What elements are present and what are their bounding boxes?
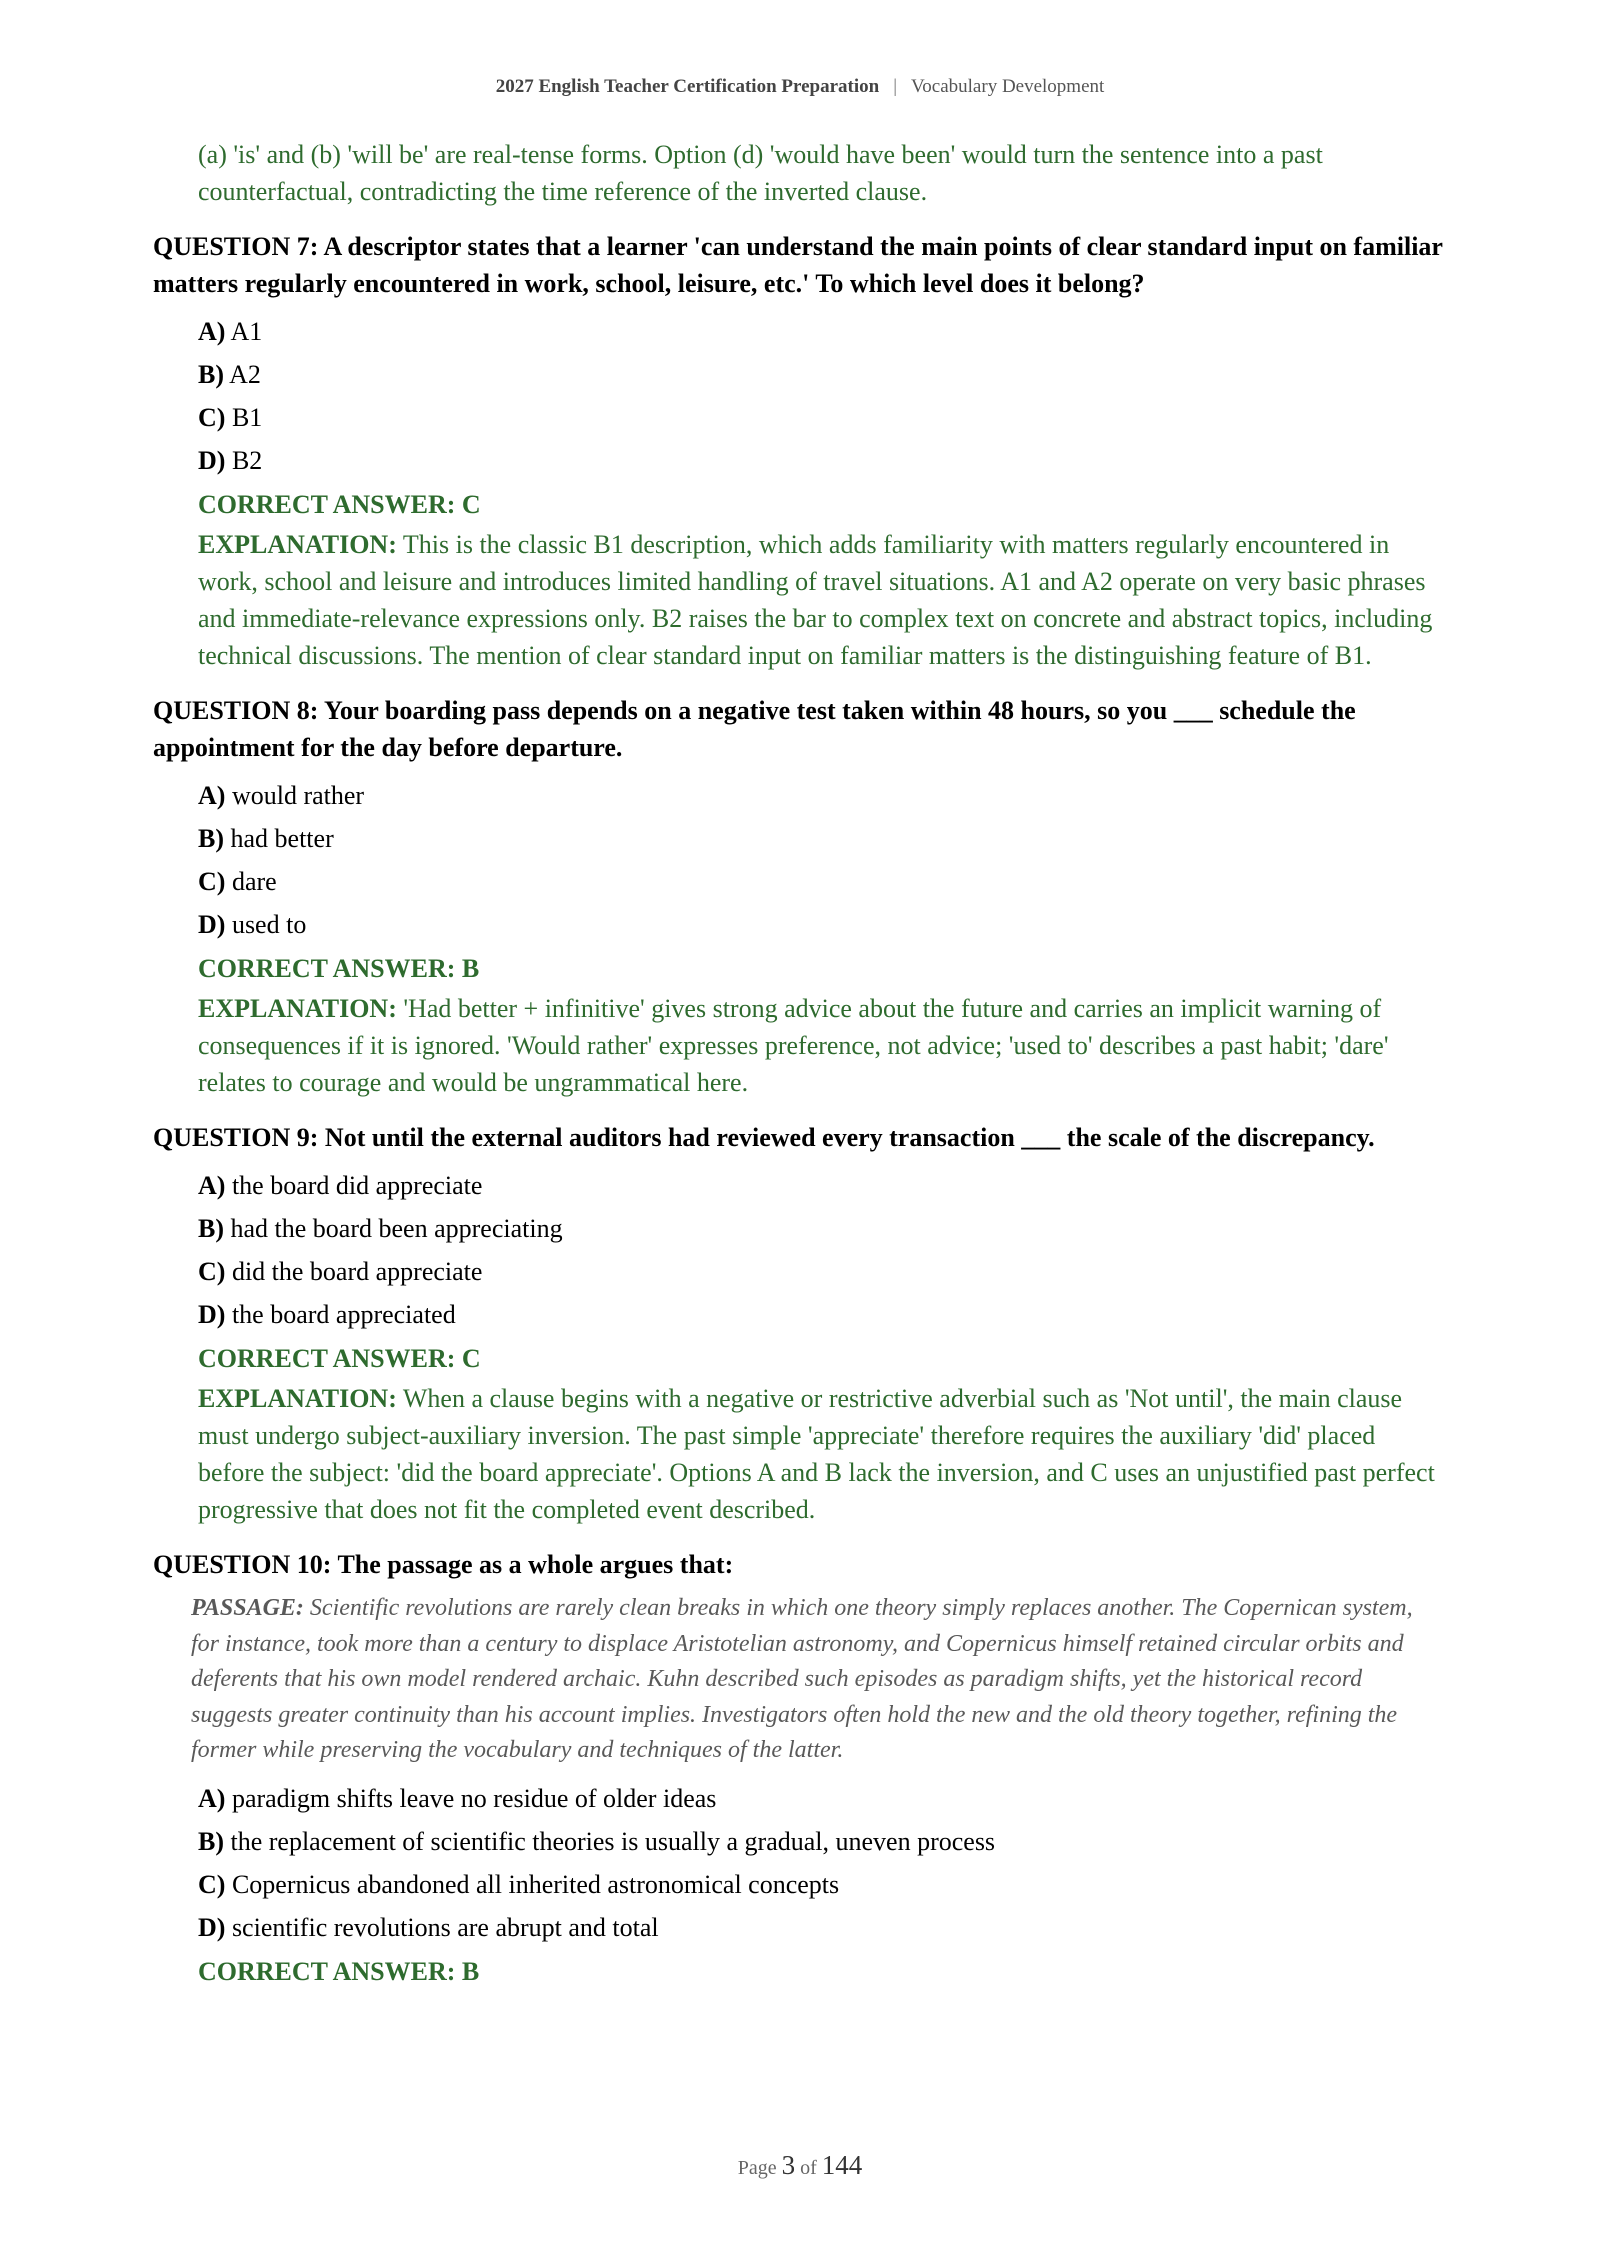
correct-answer: CORRECT ANSWER: B: [198, 954, 480, 983]
correct-answer: CORRECT ANSWER: C: [198, 490, 481, 519]
option-letter: B): [198, 1826, 224, 1856]
explanation: [198, 990, 1443, 1101]
option-text: used to: [231, 910, 307, 939]
explanation-text: This is the classic B1 description, which adds familiarity with matters regularly encountered in work, school and leisure and introduces limited handling of travel situations. A1 and A2 operate on very basic phrases and immediate-relevance expressions only. B2 raises the bar to complex text on concrete and abstract topics, including technical discussions. The mention of clear standard input on familiar matters is the distinguishing feature of B1.: [198, 530, 1433, 670]
question-stem: QUESTION 10: The passage as a whole argues that:: [153, 1550, 734, 1579]
option-d: [198, 1293, 1443, 1336]
running-header: [0, 76, 1600, 98]
option-letter: D): [198, 1300, 226, 1329]
correct-answer: CORRECT ANSWER: C: [198, 1344, 481, 1373]
option-a: [198, 1164, 1443, 1207]
question-10: [153, 1546, 1443, 1993]
explanation-label: EXPLANATION:: [198, 530, 397, 559]
option-letter: D): [198, 446, 226, 475]
header-title: 2027 English Teacher Certification Preparation: [495, 76, 880, 97]
option-b: [198, 353, 1443, 396]
option-b: [198, 1820, 1443, 1863]
option-text: the replacement of scientific theories is usually a gradual, uneven process: [230, 1826, 996, 1856]
option-letter: A): [198, 1171, 226, 1200]
of-word: of: [800, 2157, 817, 2179]
option-d: [198, 439, 1443, 482]
option-a: [198, 310, 1443, 353]
option-letter: B): [198, 1214, 224, 1243]
option-letter: D): [198, 1912, 226, 1942]
correct-answer: CORRECT ANSWER: B: [198, 1956, 480, 1986]
option-text: the board did appreciate: [231, 1171, 483, 1200]
option-letter: D): [198, 910, 226, 939]
option-letter: C): [198, 1869, 226, 1899]
page-content: [153, 136, 1443, 1993]
option-letter: B): [198, 824, 224, 853]
option-text: did the board appreciate: [231, 1257, 483, 1286]
total-pages: 144: [821, 2150, 863, 2180]
option-list: [198, 310, 1443, 482]
question-8: [153, 692, 1443, 1101]
option-letter: A): [198, 781, 226, 810]
option-text: B1: [231, 403, 263, 432]
option-text: the board appreciated: [231, 1300, 456, 1329]
option-b: [198, 817, 1443, 860]
header-section: Vocabulary Development: [911, 76, 1105, 97]
option-c: [198, 860, 1443, 903]
page-word: Page: [737, 2157, 777, 2179]
option-text: A1: [230, 317, 263, 346]
option-text: would rather: [231, 781, 365, 810]
option-text: had better: [230, 824, 334, 853]
page-number: 3: [781, 2150, 796, 2180]
option-c: [198, 396, 1443, 439]
option-letter: A): [198, 1783, 226, 1813]
option-text: had the board been appreciating: [230, 1214, 563, 1243]
explanation-text: When a clause begins with a negative or restrictive adverbial such as 'Not until', the main clause must undergo subject-auxiliary inversion. The past simple 'appreciate' therefore requires the auxiliary 'did' placed before the subject: 'did the board appreciate'. Options A and B lack the inversion, and C uses an unjustified past perfect progressive that does not fit the completed event described.: [198, 1384, 1435, 1524]
explanation-label: EXPLANATION:: [198, 994, 397, 1023]
option-a: [198, 774, 1443, 817]
passage-label: PASSAGE:: [191, 1595, 304, 1621]
option-letter: C): [198, 403, 226, 432]
header-separator: |: [893, 76, 898, 97]
option-a: [198, 1777, 1443, 1820]
option-d: [198, 1906, 1443, 1949]
explanation-label: EXPLANATION:: [198, 1384, 397, 1413]
option-text: paradigm shifts leave no residue of older ideas: [231, 1783, 717, 1813]
option-letter: A): [198, 317, 226, 346]
question-stem: QUESTION 8: Your boarding pass depends on a negative test taken within 48 hours, so you ___ schedule the appointment for the day before departure.: [153, 696, 1356, 762]
question-9: [153, 1119, 1443, 1528]
option-text: dare: [231, 867, 277, 896]
question-stem: QUESTION 7: A descriptor states that a learner 'can understand the main points of clear standard input on familiar matters regularly encountered in work, school, leisure, etc.' To which level does it belong?: [153, 232, 1443, 298]
option-b: [198, 1207, 1443, 1250]
page-footer: [0, 2150, 1600, 2181]
option-d: [198, 903, 1443, 946]
option-list: [198, 774, 1443, 946]
explanation: [198, 1380, 1443, 1528]
option-text: B2: [231, 446, 263, 475]
explanation-text: 'Had better + infinitive' gives strong advice about the future and carries an implicit warning of consequences if it is ignored. 'Would rather' expresses preference, not advice; 'used to' describes a past habit; 'dare' relates to courage and would be ungrammatical here.: [198, 994, 1389, 1097]
question-stem: QUESTION 9: Not until the external auditors had reviewed every transaction ___ the scale of the discrepancy.: [153, 1123, 1375, 1152]
passage-text: Scientific revolutions are rarely clean breaks in which one theory simply replaces another. The Copernican system, for instance, took more than a century to displace Aristotelian astronomy, and Copernicus himself retained circular orbits and deferents that his own model rendered archaic. Kuhn described such episodes as paradigm shifts, yet the historical record suggests greater continuity than his account implies. Investigators often hold the new and the old theory together, refining the former while preserving the vocabulary and techniques of the latter.: [191, 1595, 1413, 1763]
option-c: [198, 1863, 1443, 1906]
option-letter: B): [198, 360, 224, 389]
option-text: scientific revolutions are abrupt and total: [231, 1912, 659, 1942]
option-c: [198, 1250, 1443, 1293]
explanation: [198, 526, 1443, 674]
option-list: [198, 1164, 1443, 1336]
carryover-explanation: (a) 'is' and (b) 'will be' are real-tense forms. Option (d) 'would have been' would turn the sentence into a past counterfactual, contradicting the time reference of the inverted clause.: [198, 140, 1323, 206]
question-7: [153, 228, 1443, 674]
option-text: A2: [229, 360, 261, 389]
option-letter: C): [198, 1257, 226, 1286]
reading-passage: [191, 1591, 1443, 1769]
option-text: Copernicus abandoned all inherited astronomical concepts: [231, 1869, 840, 1899]
option-list: [198, 1777, 1443, 1949]
option-letter: C): [198, 867, 226, 896]
